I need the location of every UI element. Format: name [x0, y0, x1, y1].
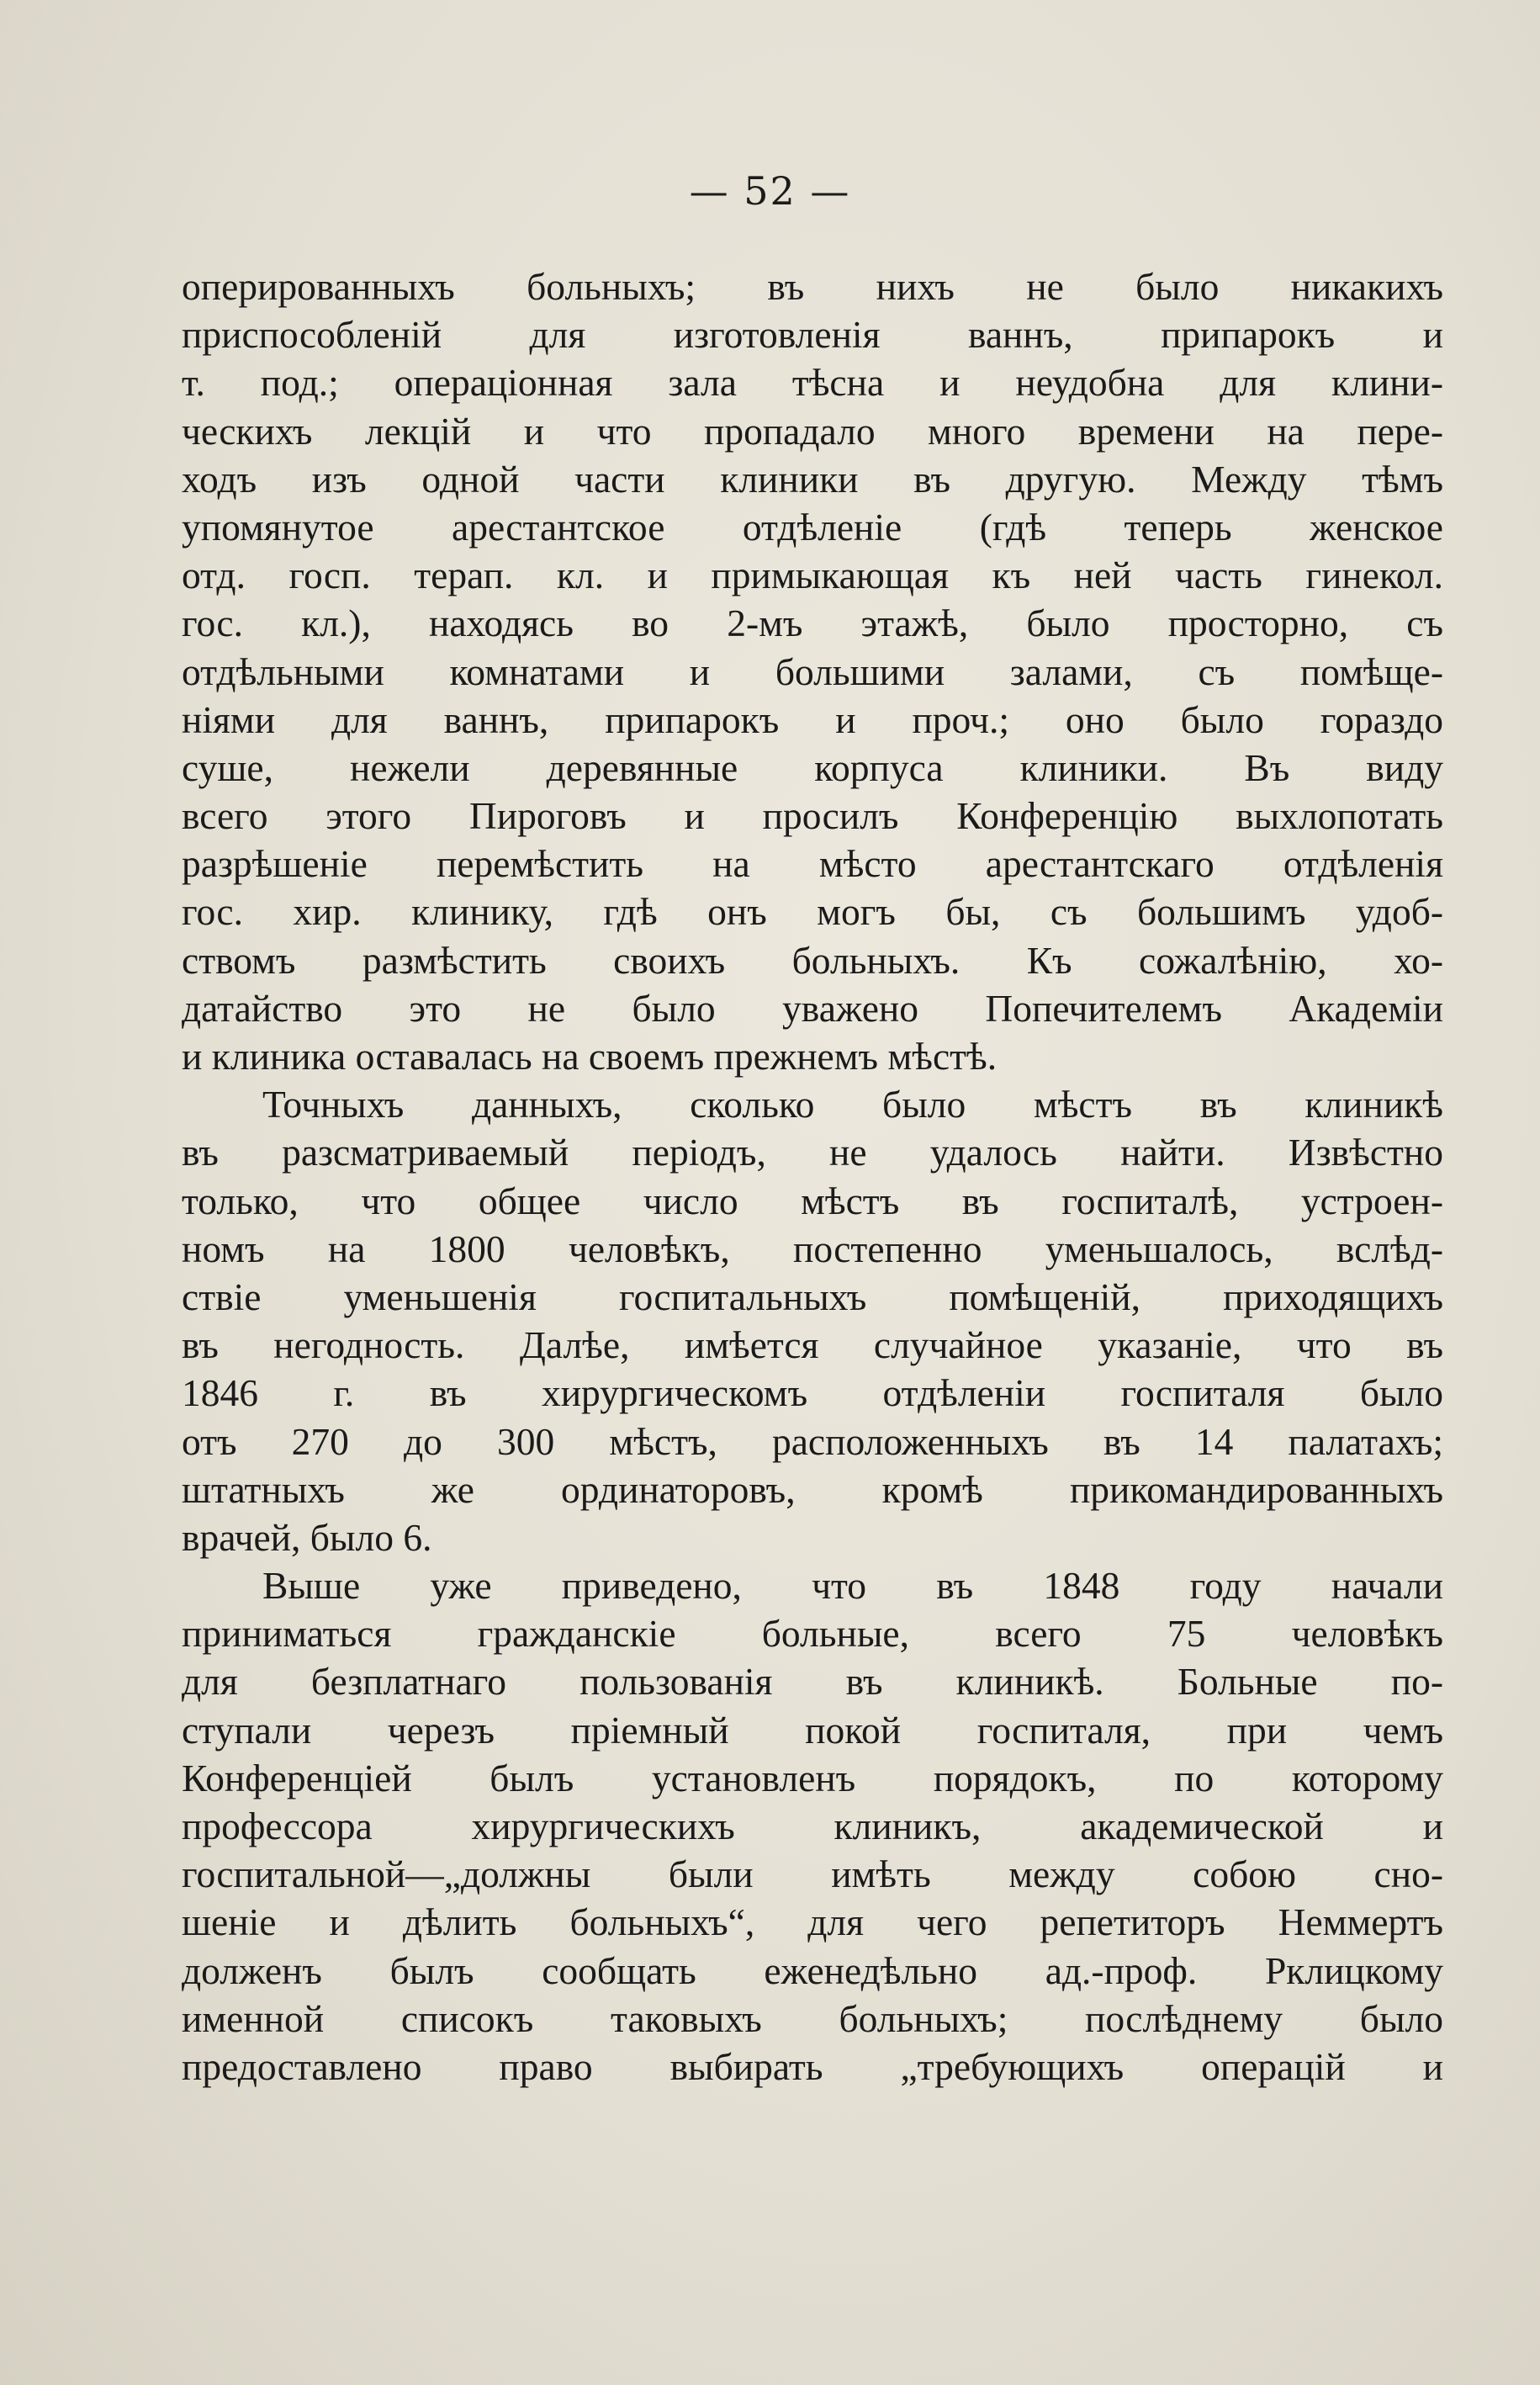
- text-line: именной списокъ таковыхъ больныхъ; послѣднему было: [182, 1996, 1443, 2040]
- text-line: Конференціей былъ установленъ порядокъ, по которому: [182, 1756, 1443, 1799]
- text-line: въ негодность. Далѣе, имѣется случайное указаніе, что въ: [182, 1323, 1443, 1367]
- text-line: штатныхъ же ординаторовъ, кромѣ прикомандированныхъ: [182, 1467, 1443, 1511]
- text-line: предоставлено право выбирать „требующихъ операцій и: [182, 2044, 1443, 2088]
- text-line: отдѣльными комнатами и большими залами, съ помѣще-: [182, 649, 1443, 693]
- text-line: гос. кл.), находясь во 2-мъ этажѣ, было просторно, съ: [182, 602, 1443, 645]
- text-line: разрѣшеніе перемѣстить на мѣсто арестантскаго отдѣленія: [182, 842, 1443, 886]
- text-line: ніями для ваннъ, припарокъ и проч.; оно было гораздо: [182, 697, 1443, 741]
- text-line: профессора хирургическихъ клиникъ, академической и: [182, 1805, 1443, 1847]
- text-line: отъ 270 до 300 мѣстъ, расположенныхъ въ 14 палатахъ;: [182, 1419, 1443, 1463]
- text-line: гос. хир. клинику, гдѣ онъ могъ бы, съ большимъ удоб-: [182, 890, 1443, 934]
- text-line: датайство это не было уважено Попечителемъ Академіи: [182, 986, 1443, 1030]
- text-line: 1846 г. въ хирургическомъ отдѣленіи госпиталя было: [182, 1371, 1443, 1415]
- text-line: приспособленій для изготовленія ваннъ, припарокъ и: [182, 313, 1443, 357]
- text-line: суше, нежели деревянные корпуса клиники. Въ виду: [182, 745, 1443, 789]
- text-line: ствомъ размѣстить своихъ больныхъ. Къ сожалѣнію, хо-: [182, 938, 1443, 982]
- text-line: оперированныхъ больныхъ; въ нихъ не было никакихъ: [182, 265, 1443, 308]
- text-line: только, что общее число мѣстъ въ госпиталѣ, устроен-: [182, 1179, 1443, 1222]
- text-line: номъ на 1800 человѣкъ, постепенно уменьшалось, вслѣд-: [182, 1227, 1443, 1270]
- text-line: т. под.; операціонная зала тѣсна и неудобна для клини-: [182, 361, 1443, 405]
- text-line: ходъ изъ одной части клиники въ другую. Между тѣмъ: [182, 457, 1443, 501]
- text-line: Выше уже приведено, что въ 1848 году начали: [262, 1564, 1443, 1608]
- text-line: врачей, было 6.: [182, 1515, 432, 1559]
- text-line: ступали черезъ пріемный покой госпиталя, при чемъ: [182, 1708, 1443, 1752]
- paragraph-3: [182, 1561, 1443, 2091]
- text-line: госпитальной—„должны были имѣть между собою сно-: [182, 1852, 1443, 1896]
- text-line: упомянутое арестантское отдѣленіе (гдѣ теперь женское: [182, 505, 1443, 549]
- text-line: Точныхъ данныхъ, сколько было мѣстъ въ клиникѣ: [262, 1083, 1443, 1126]
- text-line: для безплатнаго пользованія въ клиникѣ. Больные по-: [182, 1660, 1443, 1704]
- paragraph-2: [182, 1080, 1443, 1561]
- text-line: долженъ былъ сообщать еженедѣльно ад.-проф. Рклицкому: [182, 1948, 1443, 1992]
- page-number: — 52 —: [689, 168, 851, 214]
- paragraph-1: [182, 262, 1443, 1080]
- text-line: приниматься гражданскіе больные, всего 75 человѣкъ: [182, 1612, 1443, 1656]
- text-line: отд. госп. терап. кл. и примыкающая къ ней часть гинекол.: [182, 554, 1443, 597]
- text-line: и клиника оставалась на своемъ прежнемъ мѣстѣ.: [182, 1035, 998, 1078]
- body-text: [182, 262, 1443, 2091]
- text-line: всего этого Пироговъ и просилъ Конференцію выхлопотать: [182, 794, 1443, 838]
- text-line: шеніе и дѣлить больныхъ“, для чего репетиторъ Неммертъ: [182, 1900, 1443, 1944]
- text-line: въ разсматриваемый періодъ, не удалось найти. Извѣстно: [182, 1131, 1443, 1174]
- text-line: ствіе уменьшенія госпитальныхъ помѣщеній, приходящихъ: [182, 1275, 1443, 1318]
- text-line: ческихъ лекцій и что пропадало много времени на пере-: [182, 409, 1443, 453]
